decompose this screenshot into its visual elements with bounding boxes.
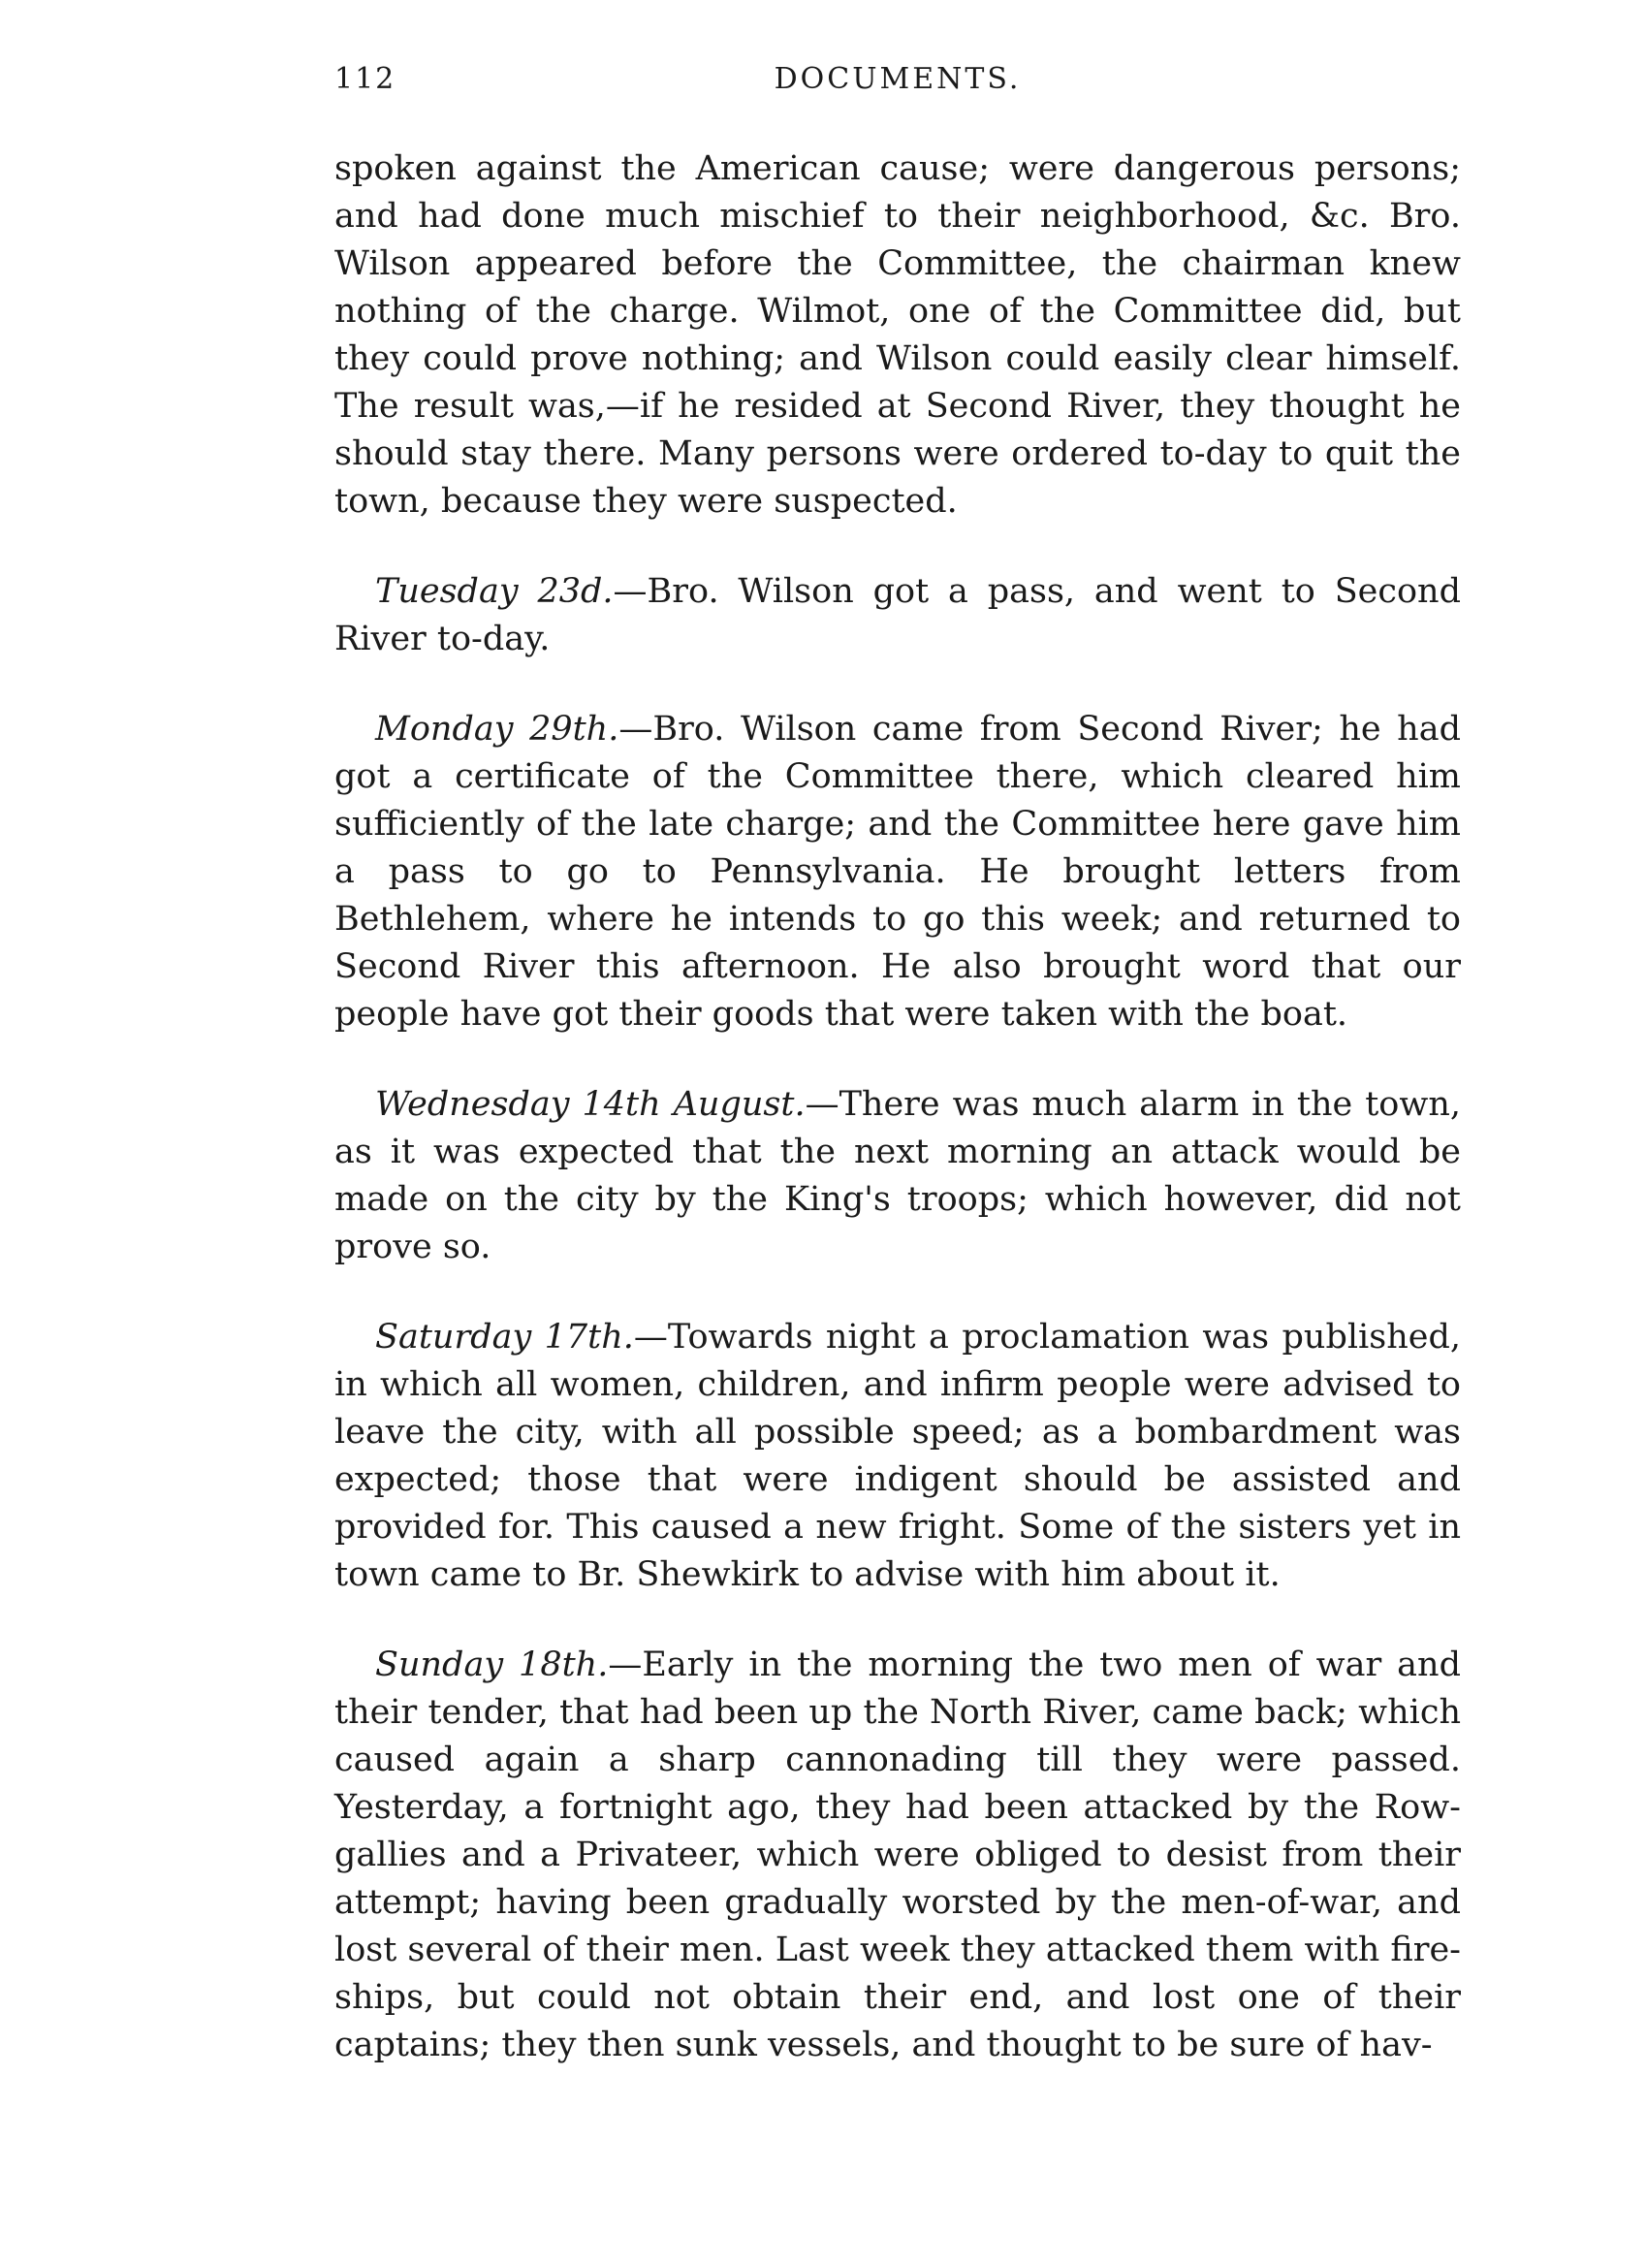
entry-date: Sunday 18th.: [375, 1645, 609, 1684]
entry-date: Tuesday 23d.: [375, 572, 614, 611]
diary-entry-wednesday-14th-august: [334, 1081, 1461, 1271]
entry-date: Saturday 17th.: [375, 1318, 634, 1357]
diary-entry-monday-29th: [334, 706, 1461, 1038]
paragraph-continued: [334, 145, 1461, 526]
entry-date: Wednesday 14th August.: [375, 1085, 806, 1124]
body-text: [334, 145, 1461, 2069]
page-header: [334, 62, 1461, 111]
diary-entry-saturday-17th: [334, 1314, 1461, 1599]
entry-text: —Bro. Wilson got a pass, and went to Second River to-day.: [334, 572, 1462, 658]
running-head: DOCUMENTS.: [774, 62, 1022, 96]
diary-entry-sunday-18th: [334, 1642, 1461, 2069]
entry-text: —Bro. Wilson came from Second River; he had got a certificate of the Committee there, which cleared him sufficiently of the late charge; and the Committee here gave him a pass to go to Pennsylvania. He brought letters from Bethlehem, where he intends to go this week; and returned to Second River this afternoon. He also brought word that our people have got their goods that were taken with the boat.: [334, 710, 1461, 1034]
entry-date: Monday 29th.: [375, 710, 619, 749]
paragraph-text: spoken against the American cause; were dangerous persons; and had done much mischief to their neighborhood, &c. Bro. Wilson appeared before the Committee, the chairman knew nothing of the charge. Wilmot, one of the Committee did, but they could prove nothing; and Wilson could easily clear himself. The result was,—if he resided at Second River, they thought he should stay there. Many persons were ordered to-day to quit the town, because they were suspected.: [334, 149, 1461, 521]
entry-text: —There was much alarm in the town, as it was expected that the next morning an attack would be made on the city by the King's troops; which however, did not prove so.: [334, 1085, 1461, 1266]
page-number: 112: [334, 62, 396, 96]
diary-entry-tuesday-23d: [334, 568, 1461, 663]
entry-text: —Towards night a proclamation was published, in which all women, children, and infirm people were advised to leave the city, with all possible speed; as a bombardment was expected; those that were indigent should be assisted and provided for. This caused a new fright. Some of the sisters yet in town came to Br. Shewkirk to advise with him about it.: [334, 1318, 1461, 1594]
entry-text: —Early in the morning the two men of war and their tender, that had been up the North River, came back; which caused again a sharp cannonading till they were passed. Yesterday, a fortnight ago, they had been attacked by the Row-gallies and a Privateer, which were obliged to desist from their attempt; having been gradually worsted by the men-of-war, and lost several of their men. Last week they attacked them with fire-ships, but could not obtain their end, and lost one of their captains; they then sunk vessels, and thought to be sure of hav-: [334, 1645, 1461, 2064]
